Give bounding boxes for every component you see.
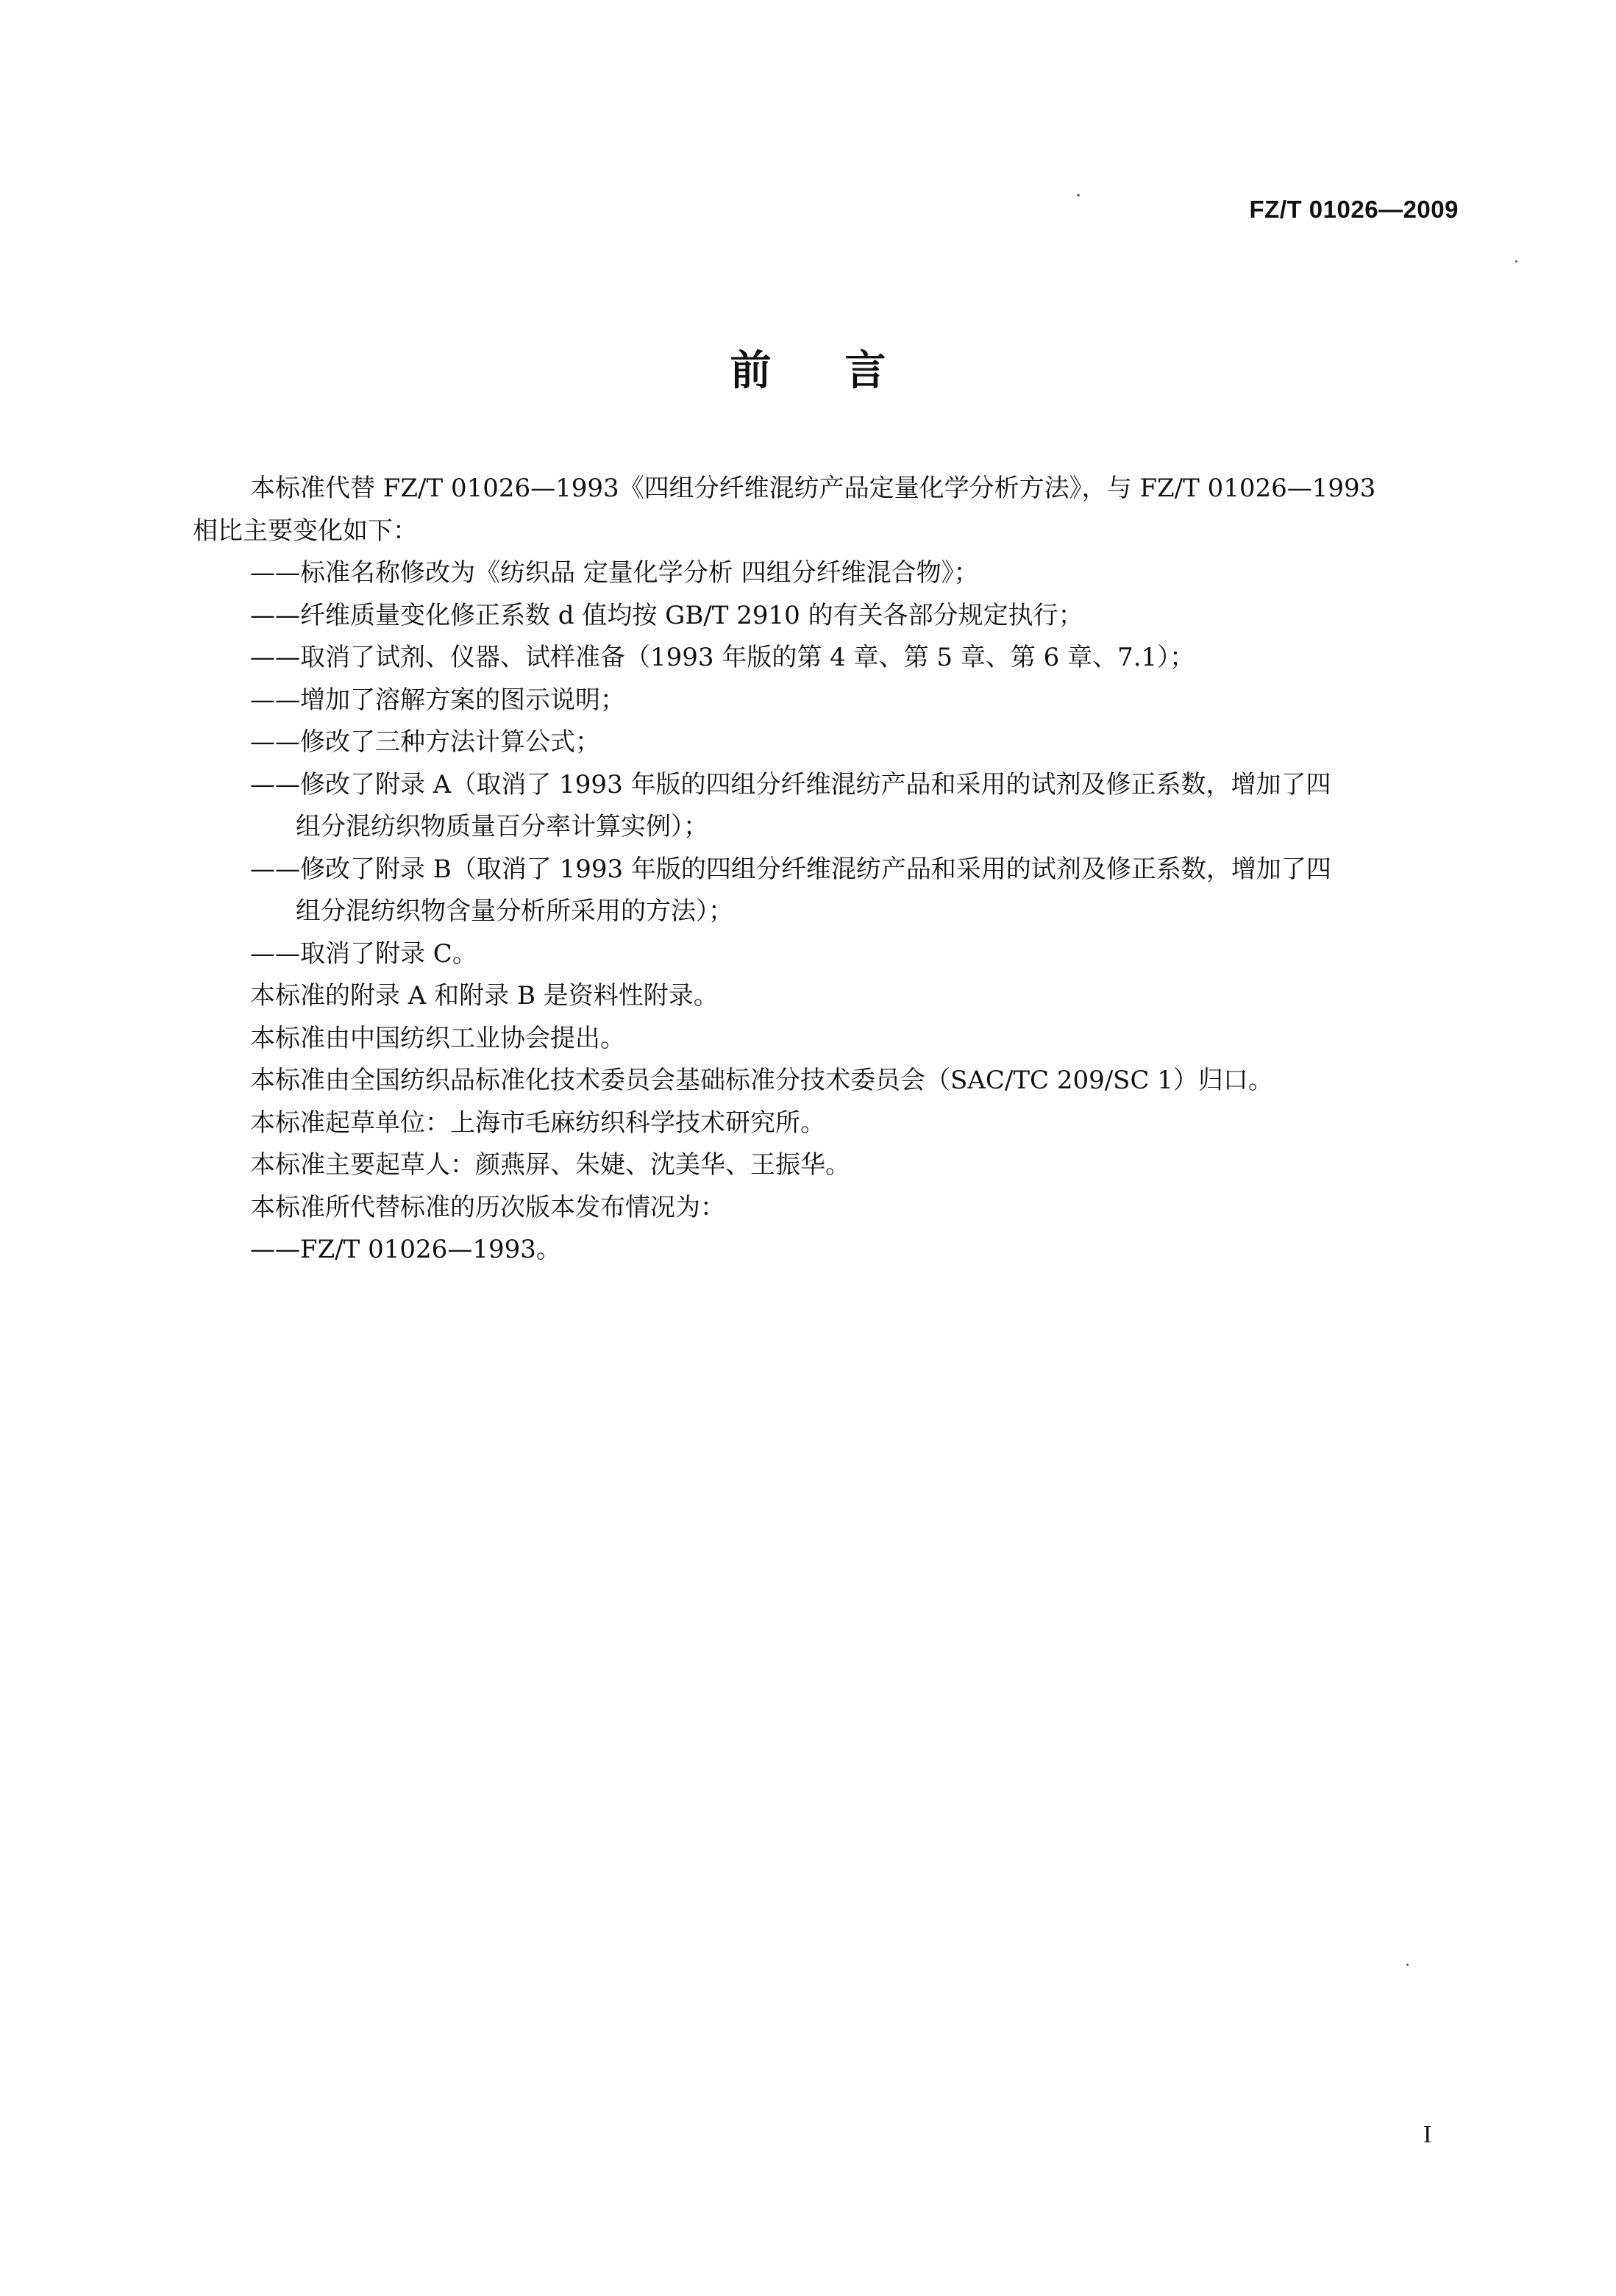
- standard-code: FZ/T 01026—2009: [1249, 196, 1459, 223]
- change-item-6-continued: 组分混纺织物质量百分率计算实例）；: [296, 812, 708, 841]
- change-item-2: ——纤维质量变化修正系数 d 值均按 GB/T 2910 的有关各部分规定执行；: [250, 600, 1083, 630]
- intro-line-1: 本标准代替 FZ/T 01026—1993《四组分纤维混纺产品定量化学分析方法》，与 FZ/T 01026—1993: [250, 474, 1376, 503]
- history-item-1: ——FZ/T 01026—1993。: [250, 1235, 561, 1264]
- page-title-char-1: 前: [730, 347, 772, 395]
- change-item-7-continued: 组分混纺织物含量分析所采用的方法）；: [296, 896, 733, 926]
- change-item-5: ——修改了三种方法计算公式；: [250, 727, 600, 757]
- management-statement: 本标准由全国纺织品标准化技术委员会基础标准分技术委员会（SAC/TC 209/SC 1）归口。: [250, 1066, 1273, 1095]
- intro-line-2: 相比主要变化如下：: [193, 516, 418, 546]
- page-title-char-2: 言: [844, 347, 886, 395]
- scan-speck: [1406, 1964, 1409, 1966]
- change-item-8: ——取消了附录 C。: [250, 938, 477, 969]
- scan-speck: [1515, 260, 1517, 263]
- appendix-statement: 本标准的附录 A 和附录 B 是资料性附录。: [250, 981, 719, 1010]
- change-item-4: ——增加了溶解方案的图示说明；: [250, 685, 625, 715]
- change-item-1: ——标准名称修改为《纺织品 定量化学分析 四组分纤维混合物》；: [250, 558, 979, 588]
- page-title: [0, 338, 1616, 397]
- change-item-3: ——取消了试剂、仪器、试样准备（1993 年版的第 4 章、第 5 章、第 6 章、7.1）；: [250, 643, 1195, 672]
- change-item-6: ——修改了附录 A（取消了 1993 年版的四组分纤维混纺产品和采用的试剂及修正系数，增加了四: [250, 769, 1331, 799]
- change-item-7: ——修改了附录 B（取消了 1993 年版的四组分纤维混纺产品和采用的试剂及修正系数，增加了四: [250, 854, 1331, 884]
- proposer-statement: 本标准由中国纺织工业协会提出。: [250, 1023, 625, 1053]
- history-statement: 本标准所代替标准的历次版本发布情况为：: [250, 1192, 725, 1222]
- foreword-body: [193, 468, 1458, 1272]
- scan-speck: [1077, 194, 1080, 196]
- drafters-statement: 本标准主要起草人：颜燕屏、朱婕、沈美华、王振华。: [250, 1150, 850, 1180]
- drafting-unit-statement: 本标准起草单位：上海市毛麻纺织科学技术研究所。: [250, 1108, 825, 1138]
- page-number: I: [1423, 2121, 1432, 2148]
